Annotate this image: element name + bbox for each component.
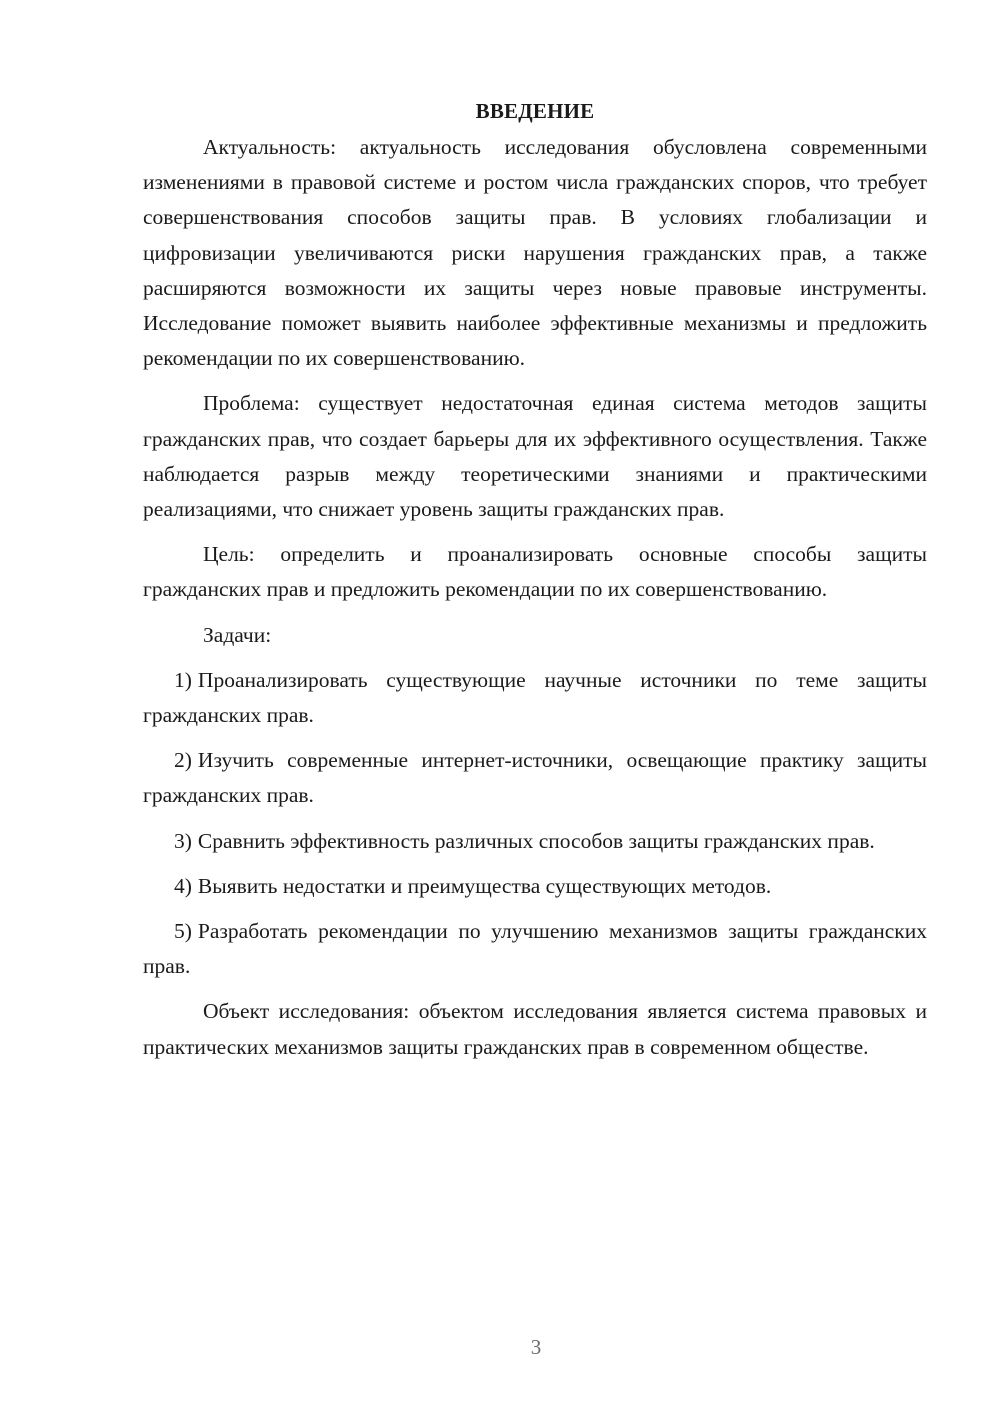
task-number: 3) [174,828,192,853]
page-content [143,96,927,1075]
task-number: 1) [174,667,192,692]
task-number: 2) [174,748,192,773]
paragraph-problem: Проблема: существует недостаточная единая система методов защиты гражданских прав, что создает барьеры для их эффективного осуществления. Также наблюдается разрыв между теоретическими знаниями и практическими реализациями, что снижает уровень защиты гражданских прав. [143,391,927,522]
task-text: Сравнить эффективность различных способов защиты гражданских прав. [197,828,875,853]
task-text: Выявить недостатки и преимущества существующих методов. [197,873,772,898]
page-number: 3 [530,1335,542,1359]
paragraph-goal: Цель: определить и проанализировать основные способы защиты гражданских прав и предложить рекомендации по их совершенствованию. [143,542,927,602]
paragraph-relevance: Актуальность: актуальность исследования обусловлена современными изменениями в правовой системе и ростом числа гражданских споров, что требует совершенствования способов защиты прав. В условиях глобализации и цифровизации увеличиваются риски нарушения гражданских прав, а также расширяются возможности их защиты через новые правовые инструменты. Исследование поможет выявить наиболее эффективные механизмы и предложить рекомендации по их совершенствованию. [143,135,927,371]
task-item [143,663,927,733]
task-item [143,824,927,859]
task-number: 5) [174,919,192,944]
task-text: Проанализировать существующие научные источники по теме защиты гражданских прав. [143,667,927,728]
task-number: 4) [174,873,192,898]
task-item [143,914,927,984]
task-item [143,869,927,904]
task-item [143,743,927,813]
task-text: Изучить современные интернет-источники, освещающие практику защиты гражданских прав. [143,748,927,808]
task-text: Разработать рекомендации по улучшению механизмов защиты гражданских прав. [143,919,927,979]
section-title: ВВЕДЕНИЕ [475,99,595,123]
paragraph-object: Объект исследования: объектом исследования является система правовых и практических механизмов защиты гражданских прав в современном обществе. [143,999,927,1059]
tasks-heading: Задачи: [203,622,272,647]
